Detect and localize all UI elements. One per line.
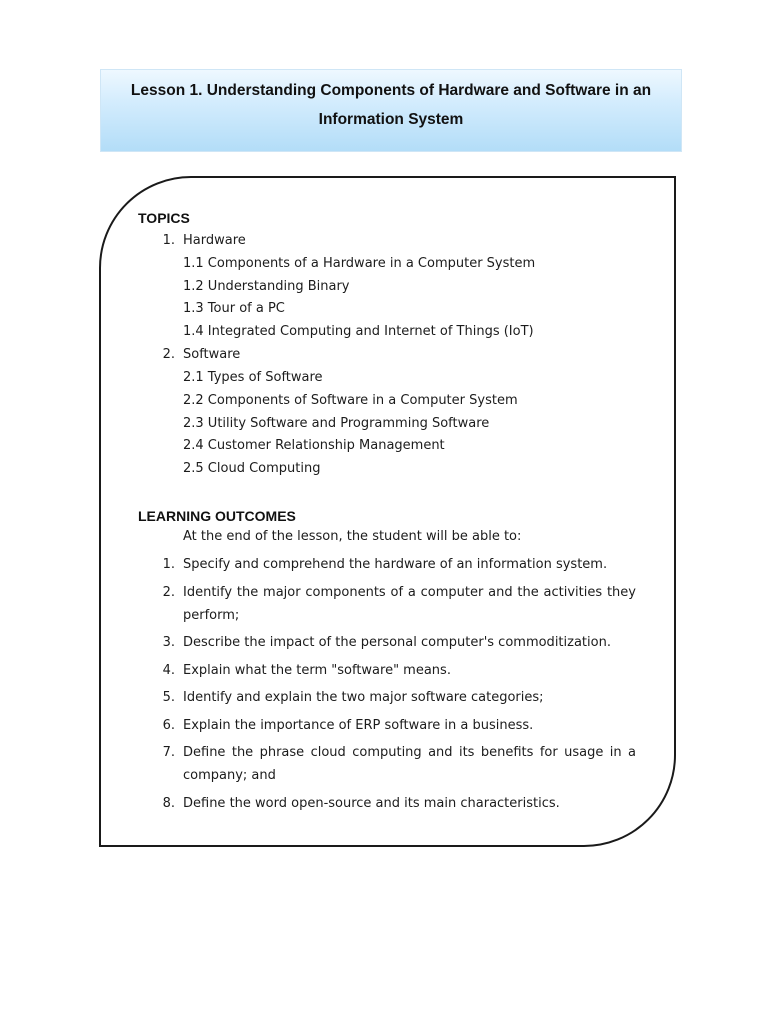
topics-heading: TOPICS — [138, 210, 190, 226]
outcome-number: 1. — [162, 557, 175, 572]
outcome-number: 4. — [162, 663, 175, 678]
topic-hardware: Hardware — [183, 233, 246, 248]
learning-outcomes-intro: At the end of the lesson, the student will be able to: — [183, 529, 522, 544]
subtopic-1-3: 1.3 Tour of a PC — [183, 301, 285, 316]
subtopic-2-5: 2.5 Cloud Computing — [183, 461, 321, 476]
outcome-item: Define the phrase cloud computing and its benefits for usage in a company; and — [183, 745, 636, 783]
outcome-item: Describe the impact of the personal computer's commoditization. — [183, 635, 611, 650]
subtopic-1-1: 1.1 Components of a Hardware in a Computer System — [183, 256, 536, 271]
subtopic-2-1: 2.1 Types of Software — [183, 370, 323, 385]
subtopic-2-2: 2.2 Components of Software in a Computer System — [183, 393, 518, 408]
subtopic-1-2: 1.2 Understanding Binary — [183, 279, 350, 294]
learning-outcomes-heading: LEARNING OUTCOMES — [138, 508, 296, 524]
outcome-number: 2. — [162, 585, 175, 600]
outcome-number: 6. — [162, 718, 175, 733]
outcome-number: 3. — [162, 635, 175, 650]
lesson-title: Lesson 1. Understanding Components of Hardware and Software in an Information System — [130, 82, 652, 128]
subtopic-1-4: 1.4 Integrated Computing and Internet of Things (IoT) — [183, 324, 534, 339]
outcome-item: Specify and comprehend the hardware of an information system. — [183, 557, 608, 572]
subtopic-2-4: 2.4 Customer Relationship Management — [183, 438, 445, 453]
subtopic-2-3: 2.3 Utility Software and Programming Software — [183, 416, 490, 431]
outcome-item: Explain what the term "software" means. — [183, 663, 451, 678]
topic-number: 2. — [162, 347, 175, 362]
topic-software: Software — [183, 347, 241, 362]
outcome-number: 8. — [162, 796, 175, 811]
outcome-item: Identify the major components of a computer and the activities they perform; — [183, 585, 636, 623]
outcome-number: 5. — [162, 690, 175, 705]
topic-number: 1. — [162, 233, 175, 248]
outcome-item: Identify and explain the two major software categories; — [183, 690, 544, 705]
outcome-number: 7. — [162, 745, 175, 760]
outcome-item: Explain the importance of ERP software in a business. — [183, 718, 534, 733]
lesson-title-banner — [100, 69, 682, 152]
outcome-item: Define the word open-source and its main characteristics. — [183, 796, 560, 811]
